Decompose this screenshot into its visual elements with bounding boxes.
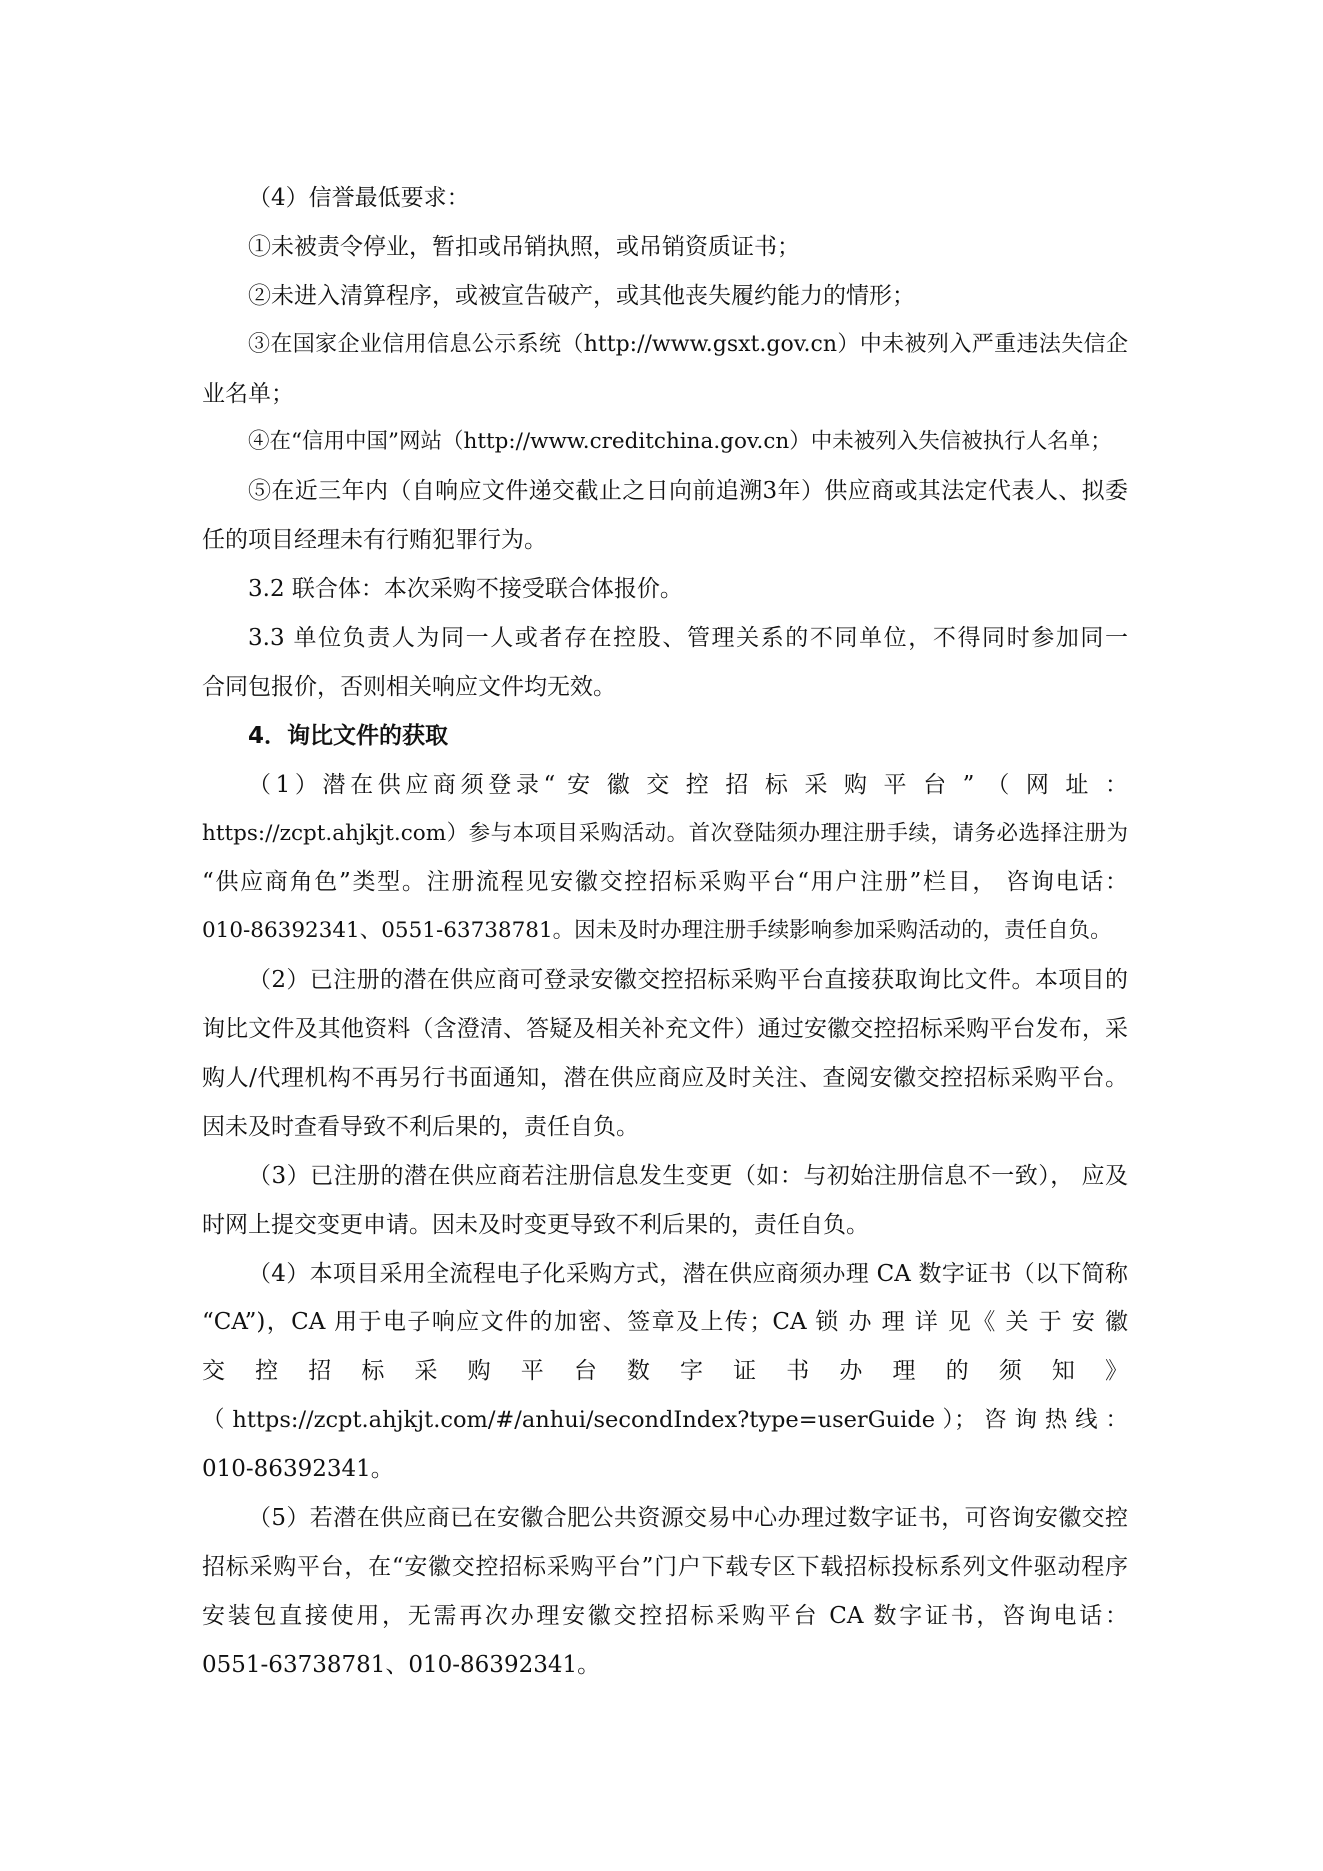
text-line: 购人/代理机构不再另行书面通知，潜在供应商应及时关注、查阅安徽交控招标采购平台。 [202,1065,1128,1092]
text-line: 安装包直接使用，无需再次办理安徽交控招标采购平台 CA 数字证书，咨询电话： [202,1602,1128,1629]
text-line: 3.3 单位负责人为同一人或者存在控股、管理关系的不同单位，不得同时参加同一 [248,625,1128,652]
text-line: “供应商角色”类型。注册流程见安徽交控招标采购平台“用户注册”栏目， 咨询电话： [202,869,1128,896]
text-line: 业名单； [202,380,294,407]
text-line: （2）已注册的潜在供应商可登录安徽交控招标采购平台直接获取询比文件。本项目的 [248,967,1128,994]
text-line: 时网上提交变更申请。因未及时变更导致不利后果的，责任自负。 [202,1211,869,1238]
section-heading: 4．询比文件的获取 [248,722,449,749]
text-line: 合同包报价，否则相关响应文件均无效。 [202,673,616,700]
text-line: 询比文件及其他资料（含澄清、答疑及相关补充文件）通过安徽交控招标采购平台发布，采 [202,1016,1128,1043]
text-line: （4）本项目采用全流程电子化采购方式，潜在供应商须办理 CA 数字证书（以下简称 [248,1260,1128,1287]
text-line: ⑤在近三年内（自响应文件递交截止之日向前追溯3年）供应商或其法定代表人、拟委 [248,478,1128,505]
text-line: 交 控 招 标 采 购 平 台 数 字 证 书 办 理 的 须 知 》 [202,1358,1128,1385]
text-line: ③在国家企业信用信息公示系统（http://www.gsxt.gov.cn）中未被列入严重违法失信企 [248,331,1128,357]
text-line: （5）若潜在供应商已在安徽合肥公共资源交易中心办理过数字证书，可咨询安徽交控 [248,1505,1128,1532]
text-line: ①未被责令停业，暂扣或吊销执照，或吊销资质证书； [248,233,800,260]
text-line: 因未及时查看导致不利后果的，责任自负。 [202,1113,639,1140]
text-line: 任的项目经理未有行贿犯罪行为。 [202,527,547,554]
text-line: “CA”)，CA 用于电子响应文件的加密、签章及上传；CA 锁 办 理 详 见《 关 于 安 徽 [202,1309,1129,1336]
text-line: ②未进入清算程序，或被宣告破产，或其他丧失履约能力的情形； [248,282,915,309]
text-line: 010-86392341、0551-63738781。因未及时办理注册手续影响参加采购活动的，责任自负。 [202,918,1112,944]
document-body [202,174,1128,1690]
text-line: 010-86392341。 [202,1456,394,1483]
text-line: （ https://zcpt.ahjkjt.com/#/anhui/secondIndex?type=userGuide ）； 咨 询 热 线 ： [202,1407,1128,1434]
text-line: （1）潜在供应商须登录“ 安 徽 交 控 招 标 采 购 平 台 ” （ 网 址 ： [248,771,1128,798]
text-line: ④在“信用中国”网站（http://www.creditchina.gov.cn）中未被列入失信被执行人名单； [248,429,1112,455]
text-line: 0551-63738781、010-86392341。 [202,1651,601,1678]
text-line: 3.2 联合体：本次采购不接受联合体报价。 [248,576,683,603]
text-line: 招标采购平台，在“安徽交控招标采购平台”门户下载专区下载招标投标系列文件驱动程序 [202,1553,1128,1580]
text-line: https://zcpt.ahjkjt.com）参与本项目采购活动。首次登陆须办理注册手续，请务必选择注册为 [202,820,1128,846]
text-line: （4）信誉最低要求： [248,185,470,211]
text-line: （3）已注册的潜在供应商若注册信息发生变更（如：与初始注册信息不一致）， 应及 [248,1162,1128,1189]
